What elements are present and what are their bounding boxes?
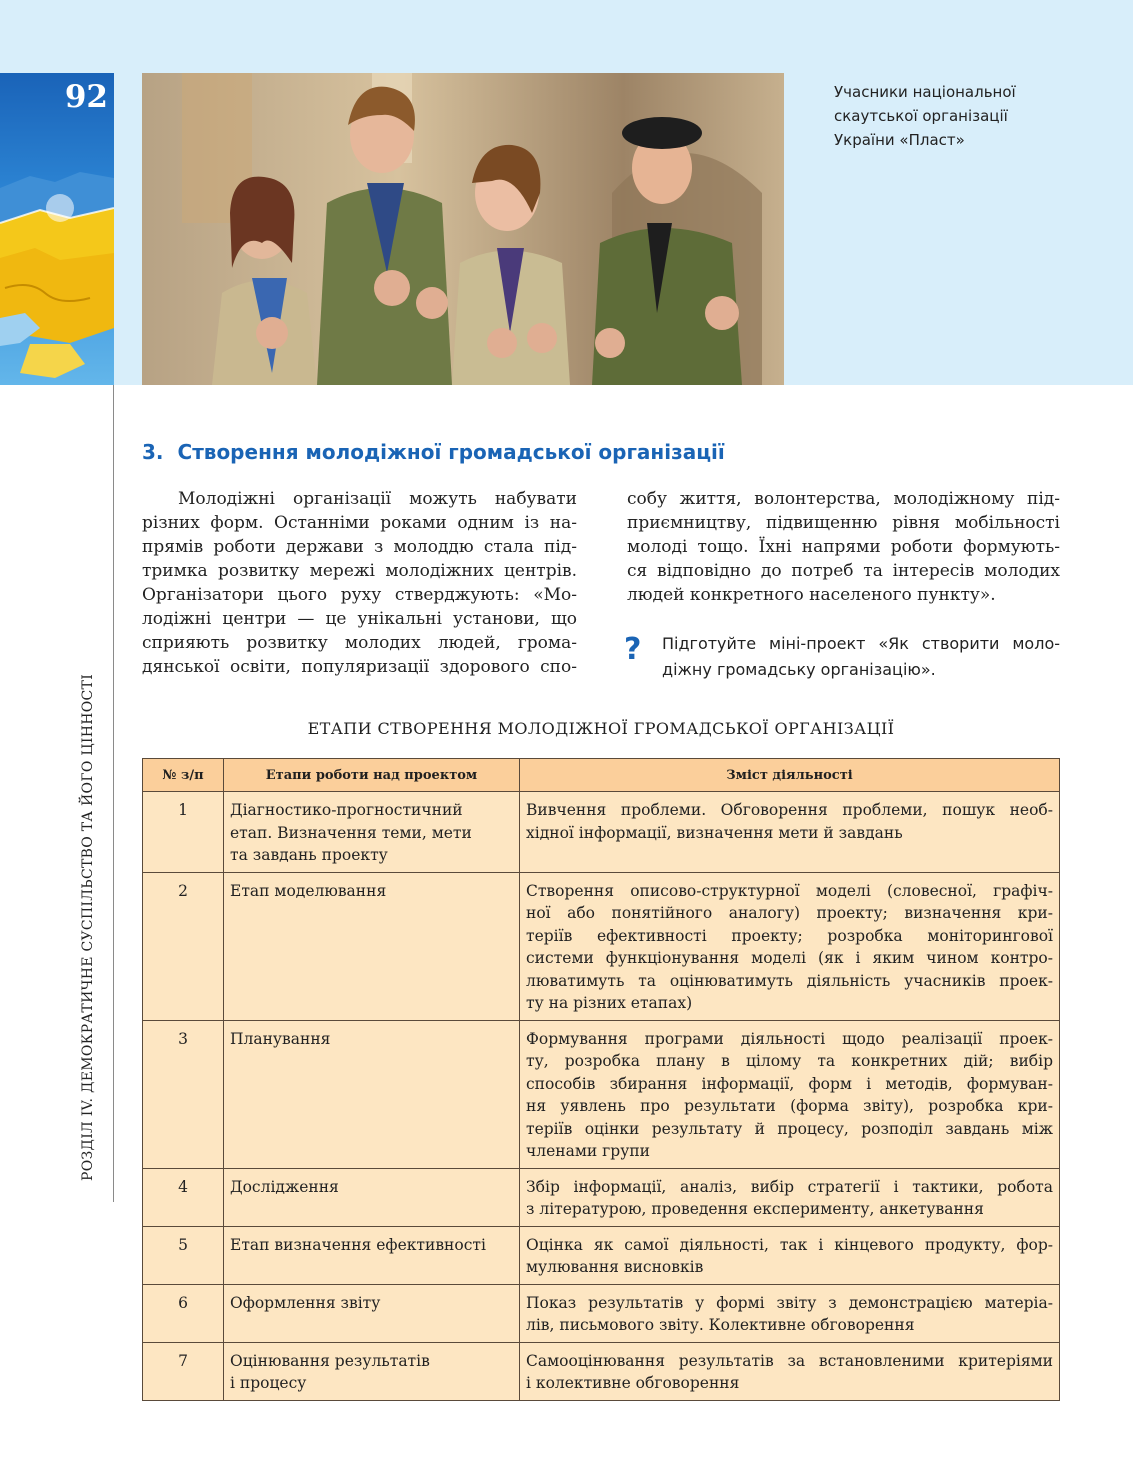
stages-table — [142, 758, 1060, 1401]
content-line: мулювання висновків — [526, 1258, 704, 1276]
stage-line: Оцінювання результатів — [230, 1351, 430, 1370]
stage-line: Етап моделювання — [230, 881, 387, 900]
text-line: дянської освіти, популяризації здорового спо- — [142, 657, 577, 677]
text-line: Організатори цього руху стверджують: «Мо- — [142, 585, 577, 605]
content-line: Самооцінювання результатів за встановленими критеріями — [526, 1351, 1053, 1370]
section-number: 3. — [142, 440, 164, 464]
row-number: 6 — [143, 1284, 224, 1342]
table-row — [143, 1020, 1060, 1168]
task-line: діжну громадську організацію». — [662, 660, 936, 679]
content-line: Формування програми діяльності щодо реалізації проек- — [526, 1029, 1053, 1048]
text-line: прямів роботи держави з молоддю стала під- — [142, 537, 577, 557]
header-number: № з/п — [143, 759, 224, 792]
body-text-left — [142, 487, 577, 679]
page-number-tab — [0, 73, 114, 385]
row-content — [520, 872, 1060, 1020]
header-stage: Етапи роботи над проектом — [224, 759, 520, 792]
stage-line: Оформлення звіту — [230, 1293, 381, 1312]
row-stage — [224, 872, 520, 1020]
content-line: Показ результатів у формі звіту з демонстрацією матеріа- — [526, 1293, 1053, 1312]
table-row — [143, 1226, 1060, 1284]
text-line: собу життя, волонтерства, молодіжному під- — [627, 489, 1060, 509]
content-line: лів, письмового звіту. Колективне обговорення — [526, 1316, 915, 1334]
row-stage — [224, 1226, 520, 1284]
content-line: ту, розробка плану в цілому та конкретних дій; вибір — [526, 1052, 1053, 1070]
table-row — [143, 792, 1060, 873]
header-content: Зміст діяльності — [520, 759, 1060, 792]
text-line: лодіжні центри — це унікальні установи, що — [142, 609, 577, 629]
table-title: ЕТАПИ СТВОРЕННЯ МОЛОДІЖНОЇ ГРОМАДСЬКОЇ ОРГАНІЗАЦІЇ — [307, 719, 895, 738]
row-number: 1 — [143, 792, 224, 873]
row-content — [520, 1226, 1060, 1284]
stage-line: Діагностико-прогностичний — [230, 801, 463, 819]
stage-line: та завдань проекту — [230, 846, 388, 864]
row-number: 3 — [143, 1020, 224, 1168]
content-line: і колективне обговорення — [526, 1374, 740, 1392]
text-line: людей конкретного населеного пункту». — [627, 585, 996, 605]
row-stage — [224, 792, 520, 873]
content-line: люватимуть та оцінюватимуть діяльність учасників проек- — [526, 971, 1053, 990]
caption-line: Учасники національної — [834, 83, 1016, 101]
row-stage — [224, 1342, 520, 1400]
text-line: Молодіжні організації можуть набувати — [178, 489, 577, 509]
content-line: хідної інформації, визначення мети й завдань — [526, 823, 903, 842]
task-line: Підготуйте міні-проект «Як створити моло- — [662, 634, 1060, 653]
row-content — [520, 792, 1060, 873]
content-line: Вивчення проблеми. Обговорення проблеми, пошук необ- — [526, 801, 1053, 819]
page-number: 92 — [64, 79, 108, 115]
content-line: ня уявлень про результати (форма звіту), розробка кри- — [526, 1097, 1053, 1115]
body-text-right — [627, 487, 1060, 607]
row-content — [520, 1020, 1060, 1168]
caption-line: України «Пласт» — [834, 131, 965, 149]
content-line: Збір інформації, аналіз, вибір стратегії і тактики, робота — [526, 1177, 1053, 1196]
row-number: 4 — [143, 1168, 224, 1226]
row-number: 5 — [143, 1226, 224, 1284]
text-line: ся відповідно до потреб та інтересів молодих — [627, 561, 1060, 581]
photo-caption — [834, 80, 1094, 152]
row-number: 7 — [143, 1342, 224, 1400]
caption-line: скаутської організації — [834, 107, 1008, 125]
stage-line: і процесу — [230, 1374, 307, 1392]
side-rule — [113, 385, 114, 1202]
content-line: теріїв оцінки результату й процесу, розподіл завдань між — [526, 1119, 1053, 1138]
stage-line: Дослідження — [230, 1177, 339, 1196]
content-line: ту на різних етапах) — [526, 994, 693, 1012]
row-content — [520, 1342, 1060, 1400]
table-row — [143, 1342, 1060, 1400]
row-stage — [224, 1168, 520, 1226]
running-head: РОЗДІЛ IV. ДЕМОКРАТИЧНЕ СУСПІЛЬСТВО ТА ЙОГО ЦІННОСТІ — [80, 673, 96, 1181]
section-heading — [142, 440, 725, 464]
table-row — [143, 872, 1060, 1020]
content-line: способів збирання інформації, форм і методів, формуван- — [526, 1074, 1053, 1093]
row-stage — [224, 1020, 520, 1168]
content-line: Створення описово-структурної моделі (словесної, графіч- — [526, 881, 1053, 900]
text-line: сприяють розвитку молодих людей, грома- — [142, 633, 577, 653]
row-content — [520, 1284, 1060, 1342]
content-line: ної або понятійного аналогу) проекту; визначення кри- — [526, 904, 1053, 922]
content-line: членами групи — [526, 1142, 650, 1160]
content-line: системи функціонування моделі (як і яким чином контро- — [526, 949, 1053, 967]
content-line: з літературою, проведення експерименту, анкетування — [526, 1200, 984, 1218]
row-stage — [224, 1284, 520, 1342]
section-title: Створення молодіжної громадської організації — [177, 440, 725, 464]
stage-line: Етап визначення ефективності — [230, 1235, 486, 1254]
scouts-photo — [142, 73, 784, 385]
text-line: молоді тощо. Їхні напрями роботи формують- — [627, 537, 1060, 557]
content-line: Оцінка як самої діяльності, так і кінцевого продукту, фор- — [526, 1235, 1053, 1254]
text-line: тримка розвитку мережі молодіжних центрів. — [142, 561, 577, 581]
content-line: теріїв ефективності проекту; розробка моніторингової — [526, 926, 1053, 945]
row-content — [520, 1168, 1060, 1226]
stage-line: Планування — [230, 1029, 331, 1048]
question-mark-icon: ? — [624, 632, 642, 667]
text-line: приємництву, підвищенню рівня мобільності — [627, 513, 1060, 533]
table-header-row — [143, 759, 1060, 792]
table-row — [143, 1168, 1060, 1226]
row-number: 2 — [143, 872, 224, 1020]
ukraine-map-icon — [0, 168, 114, 385]
text-line: різних форм. Останніми роками одним із на- — [142, 513, 577, 533]
task-text — [662, 631, 1060, 683]
stage-line: етап. Визначення теми, мети — [230, 823, 472, 842]
table-row — [143, 1284, 1060, 1342]
